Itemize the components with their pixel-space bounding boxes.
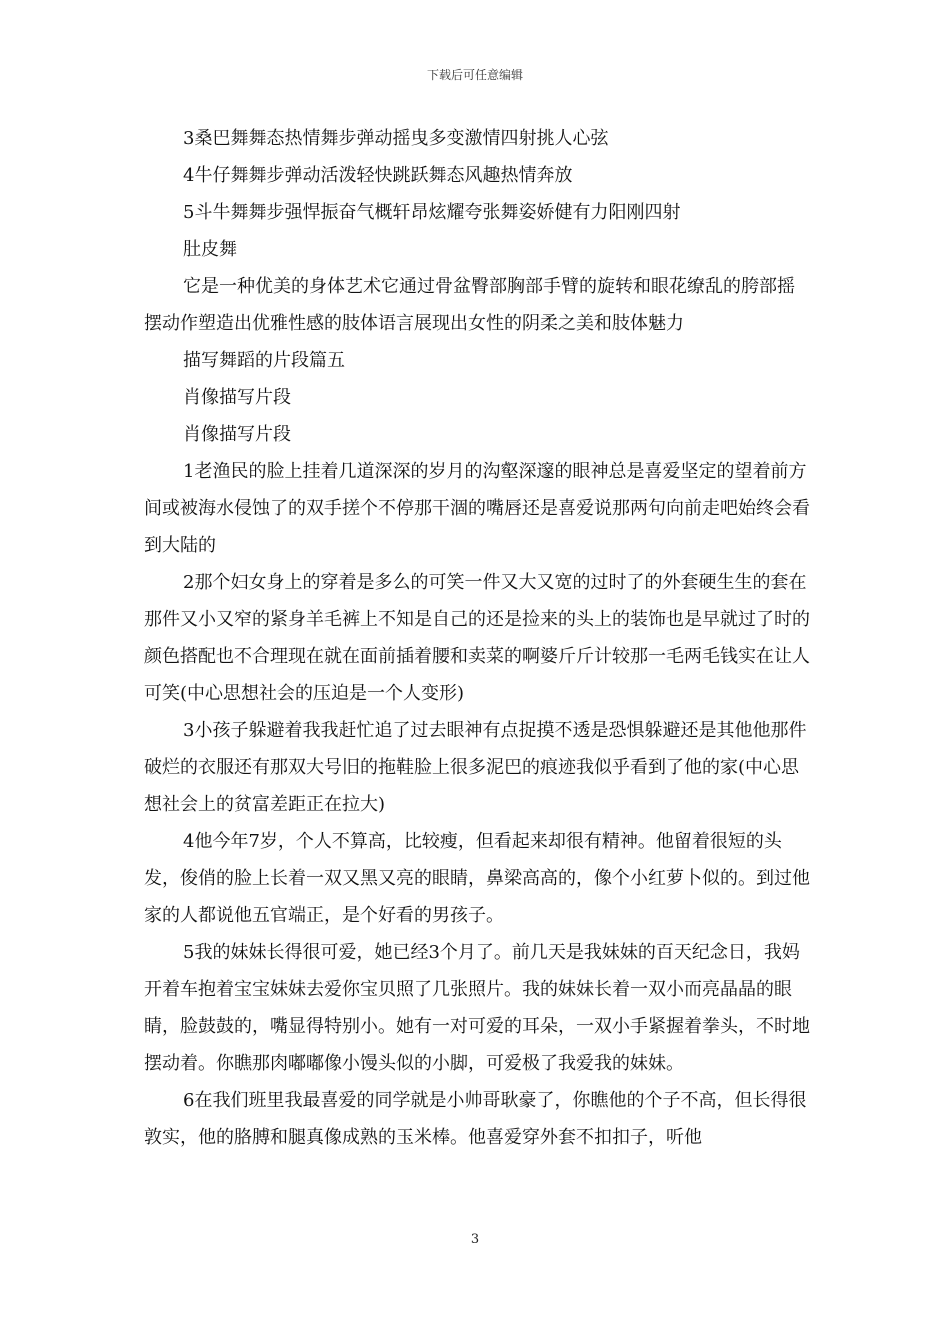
paragraph-paso-doble: 5斗牛舞舞步强悍振奋气概轩昂炫耀夸张舞姿娇健有力阳刚四射 xyxy=(183,202,681,223)
page-number: 3 xyxy=(470,1232,480,1247)
paragraph-samba: 3桑巴舞舞态热情舞步弹动摇曳多变激情四射挑人心弦 xyxy=(183,128,609,149)
heading-portrait-repeat: 肖像描写片段 xyxy=(183,424,291,445)
paragraph-fisherman: 1老渔民的脸上挂着几道深深的岁月的沟壑深邃的眼神总是喜爱坚定的望着前方间或被海水侵蚀了的双手搓个不停那干涸的嘴唇还是喜爱说那两句向前走吧始终会看到大陆的 xyxy=(144,461,810,556)
paragraph-child: 3小孩子躲避着我我赶忙追了过去眼神有点捉摸不透是恐惧躲避还是其他他那件破烂的衣服还有那双大号旧的拖鞋脸上很多泥巴的痕迹我似乎看到了他的家(中心思想社会上的贫富差距正在拉大) xyxy=(144,720,807,815)
paragraph-boy: 4他今年7岁，个人不算高，比较瘦，但看起来却很有精神。他留着很短的头发，俊俏的脸上长着一双又黑又亮的眼睛，鼻梁高高的，像个小红萝卜似的。到过他家的人都说他五官端正，是个好看的男孩子。 xyxy=(144,831,810,926)
paragraph-sister: 5我的妹妹长得很可爱，她已经3个月了。前几天是我妹妹的百天纪念日，我妈开着车抱着宝宝妹妹去爱你宝贝照了几张照片。我的妹妹长着一双小而亮晶晶的眼睛，脸鼓鼓的，嘴显得特别小。她有一对可爱的耳朵，一双小手紧握着拳头，不时地摆动着。你瞧那肉嘟嘟像小馒头似的小脚，可爱极了我爱我的妹妹。 xyxy=(144,942,810,1074)
heading-section-five: 描写舞蹈的片段篇五 xyxy=(183,350,345,371)
heading-belly-dance: 肚皮舞 xyxy=(183,239,237,260)
paragraph-belly-dance: 它是一种优美的身体艺术它通过骨盆臀部胸部手臂的旋转和眼花缭乱的胯部摇摆动作塑造出优雅性感的肢体语言展现出女性的阴柔之美和肢体魅力 xyxy=(144,276,795,334)
document-body xyxy=(144,120,812,1156)
paragraph-woman: 2那个妇女身上的穿着是多么的可笑一件又大又宽的过时了的外套硬生生的套在那件又小又窄的紧身羊毛裤上不知是自己的还是捡来的头上的装饰也是早就过了时的颜色搭配也不合理现在就在面前插着腰和卖菜的啊婆斤斤计较那一毛两毛钱实在让人可笑(中心思想社会的压迫是一个人变形) xyxy=(144,572,810,704)
heading-portrait: 肖像描写片段 xyxy=(183,387,291,408)
page-header: 下载后可任意编辑 xyxy=(426,68,523,82)
paragraph-classmate: 6在我们班里我最喜爱的同学就是小帅哥耿豪了，你瞧他的个子不高，但长得很敦实，他的胳膊和腿真像成熟的玉米棒。他喜爱穿外套不扣扣子，听他 xyxy=(144,1090,807,1148)
paragraph-jive: 4牛仔舞舞步弹动活泼轻快跳跃舞态风趣热情奔放 xyxy=(183,165,573,186)
